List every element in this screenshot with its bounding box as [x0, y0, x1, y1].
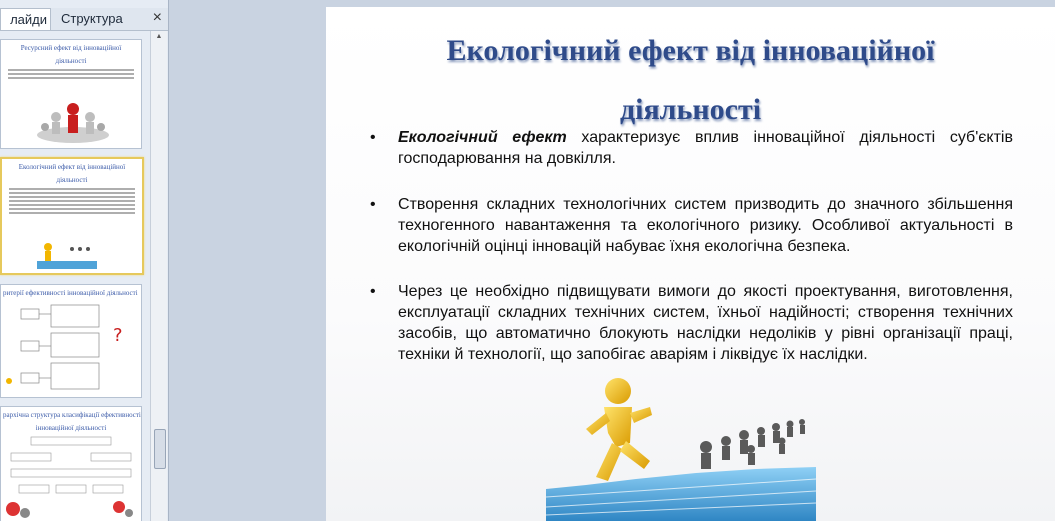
bullet-requirements: • Через це необхідно підвищувати вимоги до якості проектування, виготовлення, експлуатації складних технічних систем, їхньої надійності; створення технічних засобів, що автоматично блокують наслідки недоліків у рівні організації праці, техніки й технології, що запобігає аваріям і ліквідує їх наслідки.: [370, 281, 1013, 365]
slide-thumbnail-2[interactable]: [0, 157, 144, 275]
thumbnail-title-line2: інноваційної діяльності: [35, 424, 107, 432]
scroll-up-icon[interactable]: ▲: [155, 33, 163, 40]
slide-thumbnail-1[interactable]: [0, 39, 142, 149]
bullet-complex-systems: • Створення складних технологічних систем призводить до значного збільшення техногенного навантаження та екологічного ризику. Особливої актуальності в екологічній оцінці інновацій набуває їхня екологічна безпека.: [370, 194, 1013, 257]
slide-title-line1: Екологічний ефект від інноваційної: [446, 34, 935, 67]
slide-title[interactable]: [326, 21, 1055, 139]
slide-canvas[interactable]: [326, 7, 1055, 521]
slide-thumbnail-3[interactable]: [0, 284, 142, 398]
criteria-diagram-icon: [1, 301, 141, 396]
thumbnail-title: рархічна структура класифікації ефективності: [3, 411, 141, 419]
svg-text:?: ?: [113, 325, 123, 346]
thumbnail-text-lines: [9, 188, 135, 214]
slide-title-line2: діяльності: [619, 93, 762, 126]
bullet-emphasis: Екологічний ефект: [398, 129, 567, 146]
thumbnail-title-line2: діяльності: [55, 57, 87, 65]
runner-leading-crowd-image: [546, 377, 816, 521]
thumbnail-scrollbar[interactable]: [150, 31, 167, 521]
tab-slides[interactable]: лайди: [0, 8, 51, 30]
thumbnail-title: Ресурсний ефект від інноваційної: [20, 44, 122, 52]
thumbnail-title: Екологічний ефект від інноваційної: [18, 163, 126, 171]
thumbnail-title: ритерії ефективності інноваційної діяльності: [3, 289, 138, 297]
top-ruler: [169, 0, 1055, 6]
runner-icon: [2, 239, 142, 273]
scrollbar-handle[interactable]: [154, 429, 166, 469]
close-panel-icon[interactable]: ×: [152, 9, 162, 26]
slides-panel: [0, 0, 169, 521]
bullet-text: характеризує вплив інноваційної діяльності суб'єктів господарювання на довкілля.: [398, 129, 1013, 167]
thumbnail-title-line2: діяльності: [56, 176, 88, 184]
bullet-ecological-effect: [370, 127, 1013, 169]
people-network-icon: [1, 95, 141, 145]
slide-thumbnail-4[interactable]: [0, 406, 142, 521]
slide-thumbnails: [0, 31, 148, 521]
tab-structure[interactable]: Структура: [61, 11, 123, 26]
thumbnail-text-lines: [8, 69, 134, 79]
hierarchy-diagram-icon: [1, 433, 141, 521]
panel-tabs: [0, 8, 168, 31]
